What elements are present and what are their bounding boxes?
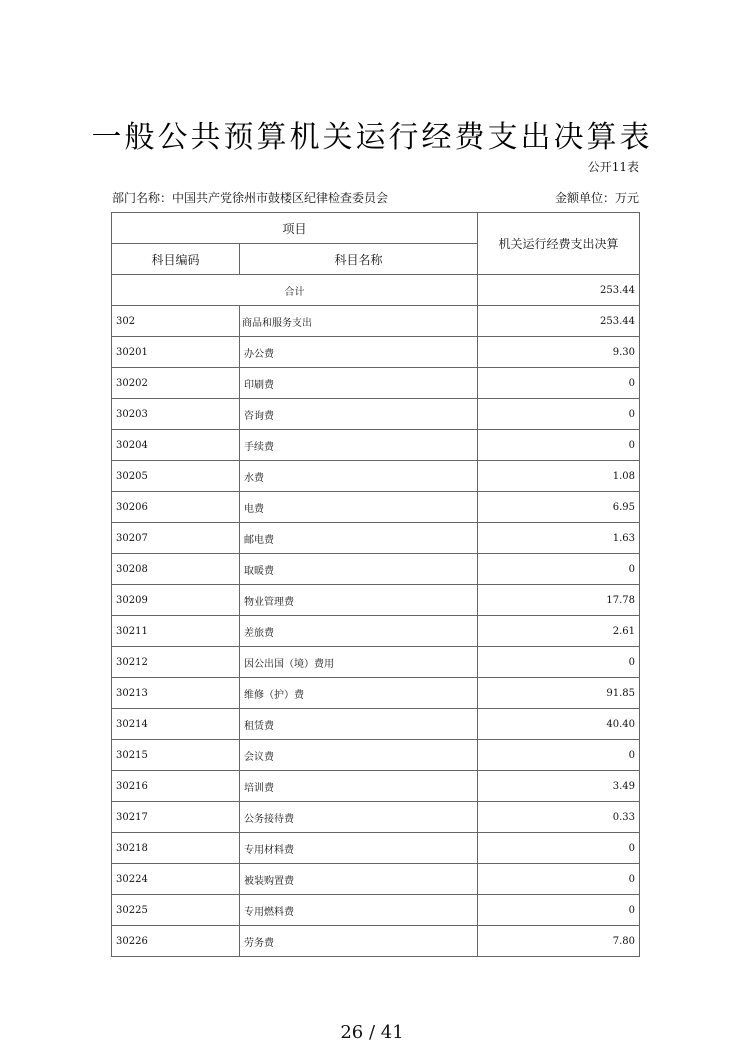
row-code: 30216 — [112, 771, 240, 802]
table-row — [112, 585, 640, 616]
header-name: 科目名称 — [240, 244, 478, 275]
row-amount: 40.40 — [478, 709, 640, 740]
table-row — [112, 399, 640, 430]
row-amount: 2.61 — [478, 616, 640, 647]
row-amount: 0 — [478, 864, 640, 895]
total-amount: 253.44 — [478, 275, 640, 306]
row-amount: 91.85 — [478, 678, 640, 709]
row-code: 30209 — [112, 585, 240, 616]
department-name: 部门名称：中国共产党徐州市鼓楼区纪律检查委员会 — [112, 191, 389, 205]
budget-table — [111, 212, 640, 957]
row-name: 取暖费 — [240, 554, 478, 585]
table-row — [112, 430, 640, 461]
row-amount: 0 — [478, 399, 640, 430]
row-amount: 17.78 — [478, 585, 640, 616]
row-amount: 0 — [478, 833, 640, 864]
row-code: 30218 — [112, 833, 240, 864]
row-amount: 3.49 — [478, 771, 640, 802]
table-row — [112, 926, 640, 957]
table-row — [112, 647, 640, 678]
row-code: 30206 — [112, 492, 240, 523]
row-code: 30215 — [112, 740, 240, 771]
total-label: 合计 — [112, 275, 478, 306]
row-code: 30213 — [112, 678, 240, 709]
table-number: 公开11表 — [587, 160, 639, 174]
row-amount: 0 — [478, 554, 640, 585]
row-code: 30224 — [112, 864, 240, 895]
row-name: 劳务费 — [240, 926, 478, 957]
table-row — [112, 461, 640, 492]
row-name: 专用燃料费 — [240, 895, 478, 926]
row-code: 30225 — [112, 895, 240, 926]
table-row — [112, 306, 640, 337]
row-name: 印刷费 — [240, 368, 478, 399]
row-name: 维修（护）费 — [240, 678, 478, 709]
table-row — [112, 616, 640, 647]
row-amount: 253.44 — [478, 306, 640, 337]
row-amount: 9.30 — [478, 337, 640, 368]
row-amount: 0 — [478, 740, 640, 771]
row-code: 30211 — [112, 616, 240, 647]
table-row — [112, 492, 640, 523]
row-amount: 6.95 — [478, 492, 640, 523]
row-code: 30208 — [112, 554, 240, 585]
row-code: 30217 — [112, 802, 240, 833]
row-name: 专用材料费 — [240, 833, 478, 864]
row-code: 30201 — [112, 337, 240, 368]
row-code: 30205 — [112, 461, 240, 492]
table-row — [112, 895, 640, 926]
row-code: 30207 — [112, 523, 240, 554]
row-code: 30214 — [112, 709, 240, 740]
row-amount: 7.80 — [478, 926, 640, 957]
row-amount: 1.08 — [478, 461, 640, 492]
row-amount: 0 — [478, 895, 640, 926]
table-row — [112, 709, 640, 740]
row-name: 办公费 — [240, 337, 478, 368]
row-name: 会议费 — [240, 740, 478, 771]
table-row — [112, 554, 640, 585]
row-code: 30204 — [112, 430, 240, 461]
header-code: 科目编码 — [112, 244, 240, 275]
row-name: 差旅费 — [240, 616, 478, 647]
row-code: 302 — [112, 306, 240, 337]
row-name: 租赁费 — [240, 709, 478, 740]
page-number: 26 / 41 — [340, 1022, 404, 1043]
row-name: 咨询费 — [240, 399, 478, 430]
table-row — [112, 337, 640, 368]
row-name: 水费 — [240, 461, 478, 492]
row-code: 30202 — [112, 368, 240, 399]
table-row — [112, 864, 640, 895]
table-row — [112, 740, 640, 771]
table-row — [112, 523, 640, 554]
row-code: 30226 — [112, 926, 240, 957]
row-name: 公务接待费 — [240, 802, 478, 833]
row-name: 物业管理费 — [240, 585, 478, 616]
table-row — [112, 802, 640, 833]
row-amount: 1.63 — [478, 523, 640, 554]
table-row — [112, 833, 640, 864]
table-row — [112, 368, 640, 399]
row-amount: 0 — [478, 647, 640, 678]
row-amount: 0 — [478, 368, 640, 399]
row-amount: 0.33 — [478, 802, 640, 833]
amount-unit: 金额单位：万元 — [554, 191, 639, 205]
total-row — [112, 275, 640, 306]
row-name: 培训费 — [240, 771, 478, 802]
row-name: 商品和服务支出 — [240, 306, 478, 337]
row-name: 被装购置费 — [240, 864, 478, 895]
table-row — [112, 771, 640, 802]
row-name: 邮电费 — [240, 523, 478, 554]
row-name: 手续费 — [240, 430, 478, 461]
row-name: 电费 — [240, 492, 478, 523]
header-item: 项目 — [112, 213, 478, 244]
page-title: 一般公共预算机关运行经费支出决算表 — [91, 120, 653, 155]
row-amount: 0 — [478, 430, 640, 461]
row-name: 因公出国（境）费用 — [240, 647, 478, 678]
header-amount: 机关运行经费支出决算 — [478, 213, 640, 275]
table-row — [112, 678, 640, 709]
row-code: 30212 — [112, 647, 240, 678]
row-code: 30203 — [112, 399, 240, 430]
